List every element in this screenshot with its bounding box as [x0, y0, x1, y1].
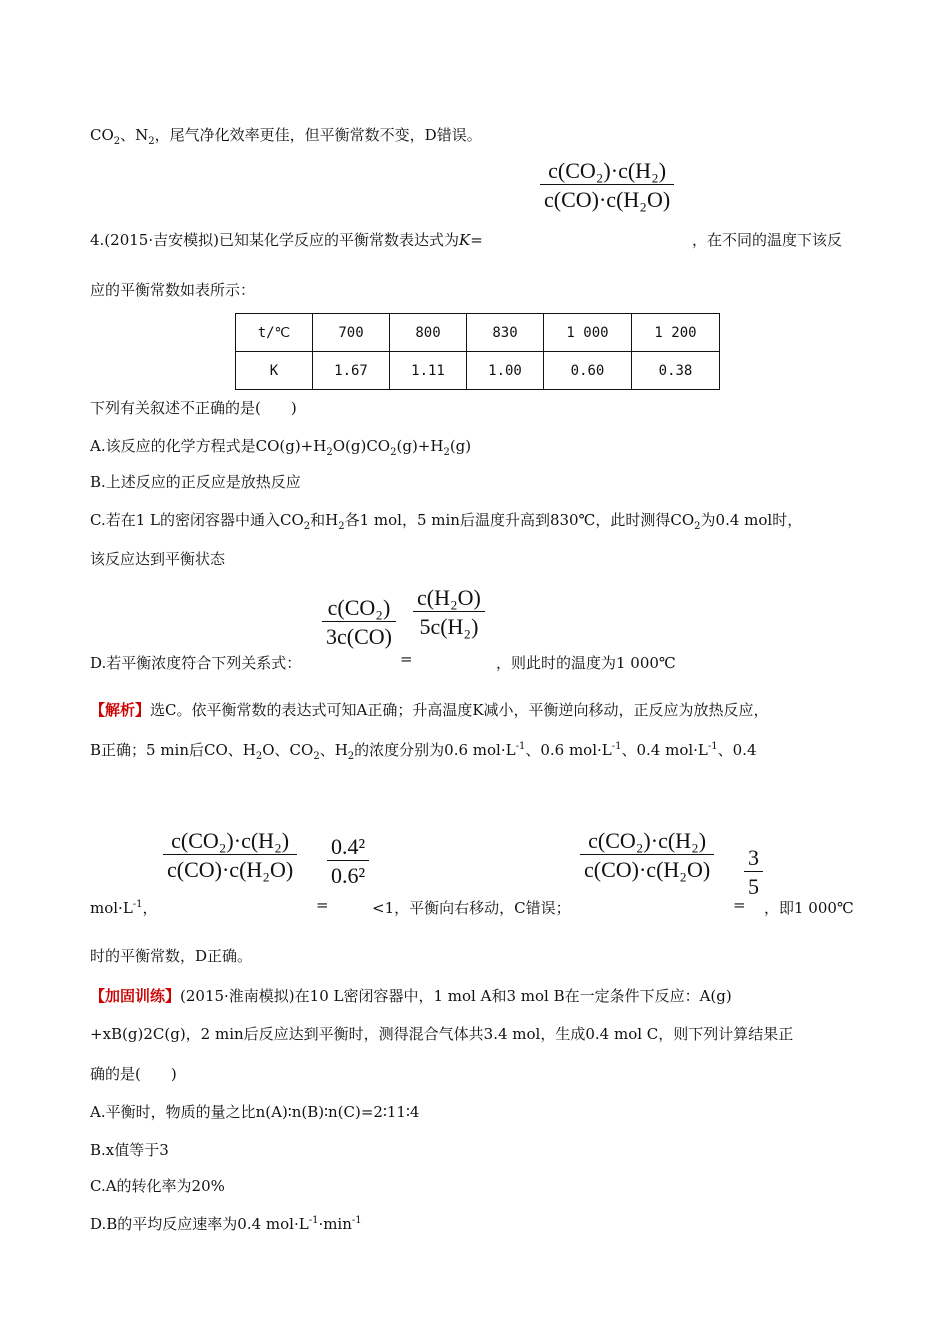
table-row — [236, 314, 720, 352]
table-cell: 1.67 — [313, 352, 390, 390]
table-cell: 1.00 — [467, 352, 544, 390]
question-4-stem: 下列有关叙述不正确的是( ) — [90, 399, 297, 417]
option-d-fraction-1: $\frac{\text{c(CO₂)}}{3c(CO)}$ — [322, 595, 396, 650]
q-equals: = — [316, 896, 329, 914]
extra-option-d: D.B的平均反应速率为0.4 $mol\cdot L^{-1}\cdot\min^{-1}$ — [90, 1215, 362, 1233]
k-expression-fraction — [540, 158, 674, 213]
option-d-fraction-2: $\frac{\text{c(H₂O)}}{\text{5c(H₂)}}$ — [413, 585, 485, 640]
table-row — [236, 352, 720, 390]
table-header-cell: t/℃ — [236, 314, 313, 352]
table-header-cell: 800 — [390, 314, 467, 352]
table-cell: 1.11 — [390, 352, 467, 390]
option-b: B.上述反应的正反应是放热反应 — [90, 473, 301, 491]
analysis-line3-end: ，即1 000℃ — [764, 899, 854, 917]
q-value-fraction: $\frac{\text{0.4²}}{\text{0.6²}}$ — [327, 834, 369, 889]
extra-option-b: B.x值等于3 — [90, 1141, 169, 1159]
table-header-cell: 1 000 — [544, 314, 632, 352]
extra-option-c: C.A的转化率为20% — [90, 1177, 225, 1195]
question-4-line2: 应的平衡常数如表所示： — [90, 281, 256, 299]
analysis-line4: 时的平衡常数，D正确。 — [90, 947, 253, 965]
table-cell: 0.60 — [544, 352, 632, 390]
k-numerator: c(CO₂)·c(H₂) — [548, 158, 667, 183]
analysis-line1: 【解析】选C。依平衡常数的表达式可知A正确；升高温度K减小，平衡逆向移动，正反应为放热反应， — [90, 701, 769, 719]
analysis-tag: 【解析】 — [90, 701, 151, 719]
extra-training-line3: 确的是( ) — [90, 1065, 177, 1083]
extra-training-line1: 【加固训练】(2015·淮南模拟)在10 L密闭容器中，1 mol A和3 mol B在一定条件下反应：A(g) — [90, 987, 732, 1005]
previous-answer-line: $CO_2$、$N_2$，尾气净化效率更佳，但平衡常数不变，D错误。 — [90, 126, 482, 147]
analysis-line2: B正确；5 min后CO、$H_2O$、$CO_2$、$H_2$的浓度分别为0.6 $mol\cdot L^{-1}$、0.6 $mol\cdot L^{-1}$、0.4 $mol\cdot L^{-1}$、0.4 — [90, 741, 757, 762]
option-d-suffix: ，则此时的温度为1 000℃ — [496, 654, 676, 672]
k-denominator: c(CO)·c(H₂O) — [540, 184, 674, 213]
k-1000-equals: = — [733, 896, 746, 914]
option-a: A.该反应的化学方程式是$CO(g)+H_2O(g)CO_2(g)+H_2(g)$ — [90, 437, 472, 458]
q-expression-fraction: $\frac{\text{c(CO₂)·c(H₂)}}{\text{c(CO)·c(H₂O)}}$ — [163, 828, 297, 883]
table-header-cell: 1 200 — [632, 314, 720, 352]
extra-training-tag: 【加固训练】 — [90, 987, 181, 1005]
equilibrium-constant-table — [235, 313, 720, 390]
table-header-cell: 830 — [467, 314, 544, 352]
analysis-line3-mid: <1，平衡向右移动，C错误； — [372, 899, 571, 917]
question-4-line1: 4.(2015·吉安模拟)已知某化学反应的平衡常数表达式为K= — [90, 231, 483, 249]
option-d: D.若平衡浓度符合下列关系式： — [90, 654, 302, 672]
k-1000-value-fraction: $\frac{3}{5}$ — [744, 845, 763, 900]
analysis-line3-start: $mol\cdot L^{-1}$， — [90, 899, 158, 917]
table-cell: K — [236, 352, 313, 390]
extra-training-line2: +xB(g)2C(g)，2 min后反应达到平衡时，测得混合气体共3.4 mol，生成0.4 mol C，则下列计算结果正 — [90, 1025, 794, 1043]
extra-option-a: A.平衡时，物质的量之比n(A)∶n(B)∶n(C)=2∶11∶4 — [90, 1103, 420, 1121]
option-c: C.若在1 L的密闭容器中通入$CO_2$和$H_2$各1 mol，5 min后温度升高到830℃，此时测得$CO_2$为0.4 mol时， — [90, 511, 803, 532]
table-cell: 0.38 — [632, 352, 720, 390]
option-c-line2: 该反应达到平衡状态 — [90, 550, 226, 568]
table-header-cell: 700 — [313, 314, 390, 352]
question-4-line1-suffix: ，在不同的温度下该反 — [692, 231, 843, 249]
k-1000-expression-fraction: $\frac{\text{c(CO₂)·c(H₂)}}{\text{c(CO)·c(H₂O)}}$ — [580, 828, 714, 883]
option-d-equals: = — [400, 650, 413, 668]
